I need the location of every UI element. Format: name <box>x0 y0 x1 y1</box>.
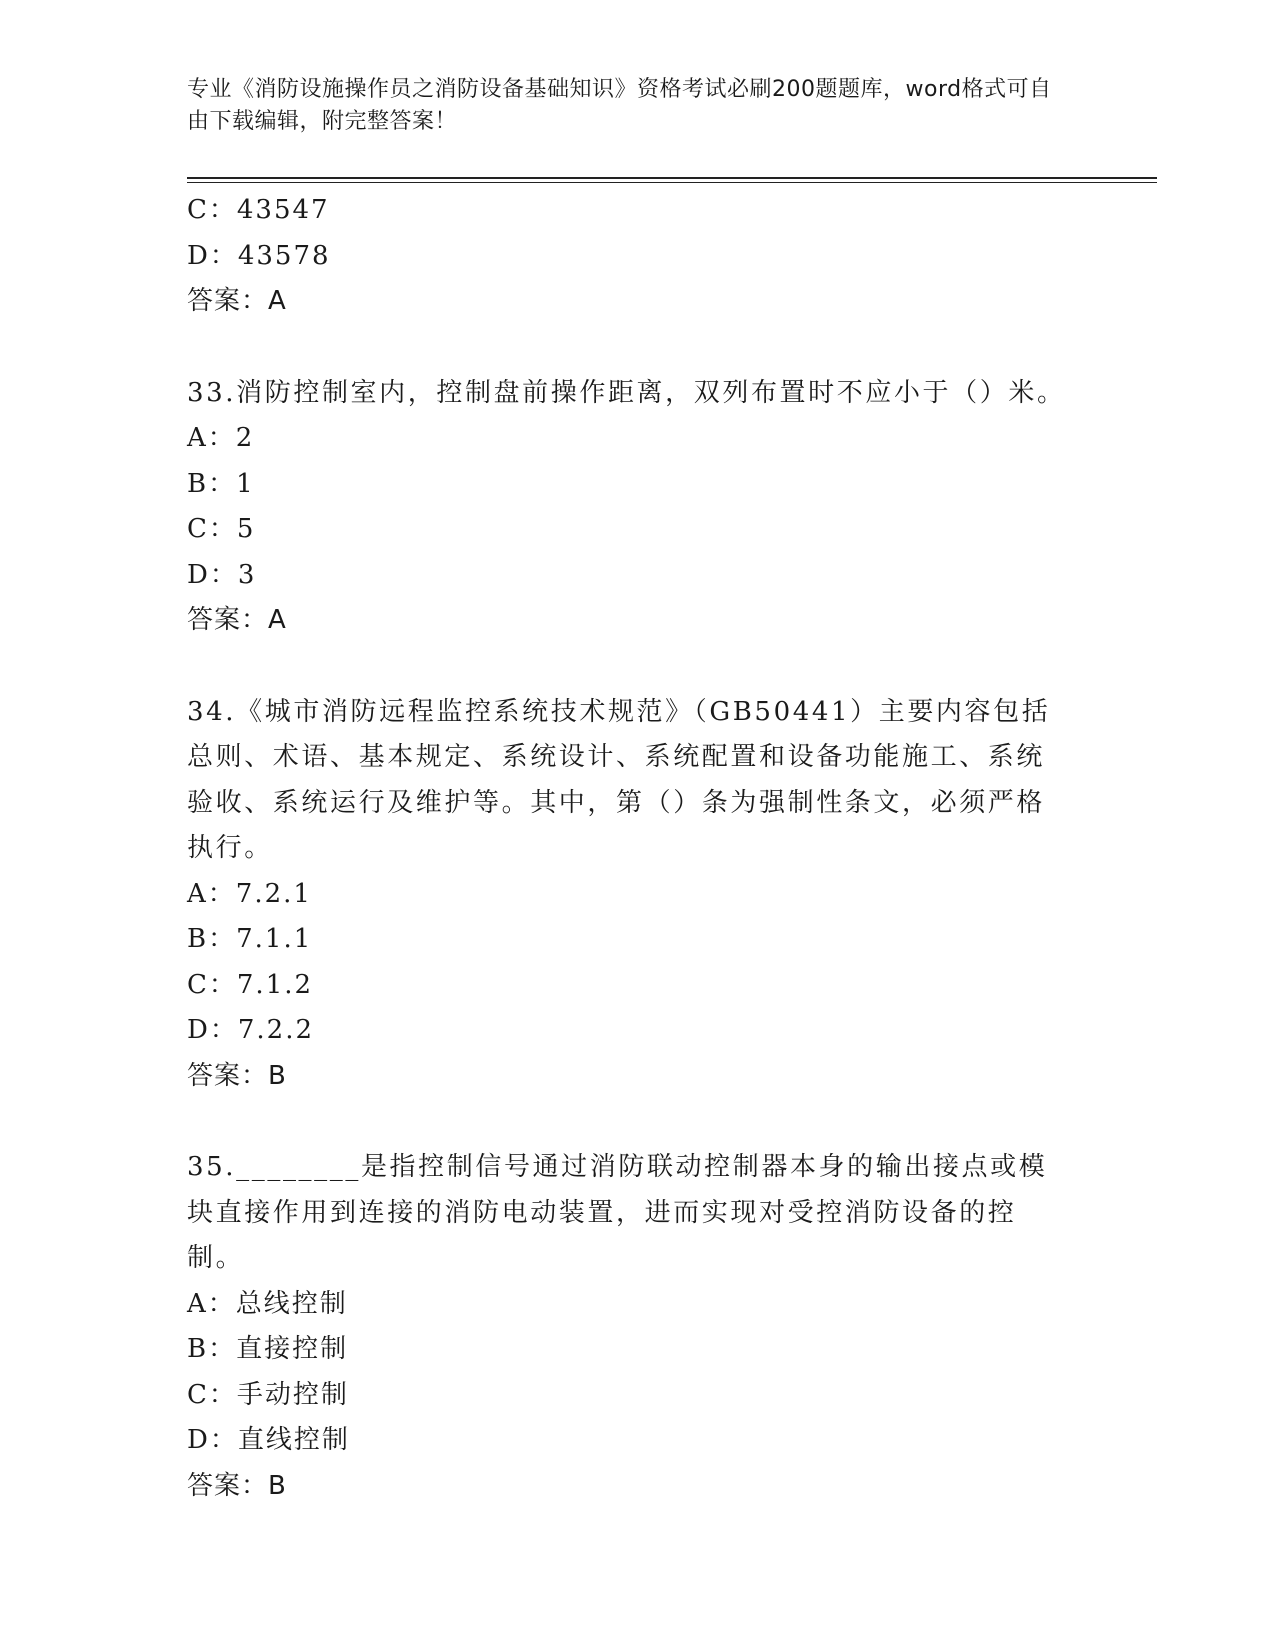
option-c: C：43547 <box>187 195 330 225</box>
document-header: 专业《消防设施操作员之消防设备基础知识》资格考试必刷200题题库，word格式可自由下载编辑，附完整答案！ <box>187 77 1052 134</box>
option-a: A：总线控制 <box>187 1288 348 1319</box>
question-block <box>187 690 1067 1100</box>
option-b: B：直接控制 <box>187 1334 349 1364</box>
option-d: D：3 <box>187 559 257 590</box>
option-d: D：直线控制 <box>187 1425 350 1455</box>
question-block <box>187 371 1067 644</box>
answer-line: 答案：A <box>187 286 287 316</box>
option-b: B：7.1.1 <box>187 924 313 954</box>
option-b: B：1 <box>187 468 255 499</box>
answer-line: 答案：B <box>187 1470 287 1501</box>
question-block <box>187 1145 1067 1509</box>
answer-line: 答案：A <box>187 605 287 635</box>
option-c: C：7.1.2 <box>187 969 314 1000</box>
option-a: A：7.2.1 <box>187 878 312 909</box>
header-divider-thick <box>187 177 1157 179</box>
option-c: C：手动控制 <box>187 1379 349 1410</box>
question-block <box>187 188 1067 325</box>
question-list <box>187 188 1067 1509</box>
option-d: D：43578 <box>187 240 331 271</box>
option-a: A：2 <box>187 423 255 453</box>
question-stem: 35.________是指控制信号通过消防联动控制器本身的输出接点或模块直接作用到连接的消防电动装置，进而实现对受控消防设备的控制。 <box>187 1152 1048 1273</box>
answer-line: 答案：B <box>187 1060 287 1091</box>
question-stem: 34.《城市消防远程监控系统技术规范》（GB50441）主要内容包括总则、术语、基本规定、系统设计、系统配置和设备功能施工、系统验收、系统运行及维护等。其中，第（）条为强制性条文，必须严格执行。 <box>187 696 1051 863</box>
header-divider-thin <box>187 182 1157 183</box>
option-d: D：7.2.2 <box>187 1015 315 1045</box>
option-c: C：5 <box>187 514 256 544</box>
question-stem: 33.消防控制室内，控制盘前操作距离，双列布置时不应小于（）米。 <box>187 377 1066 408</box>
